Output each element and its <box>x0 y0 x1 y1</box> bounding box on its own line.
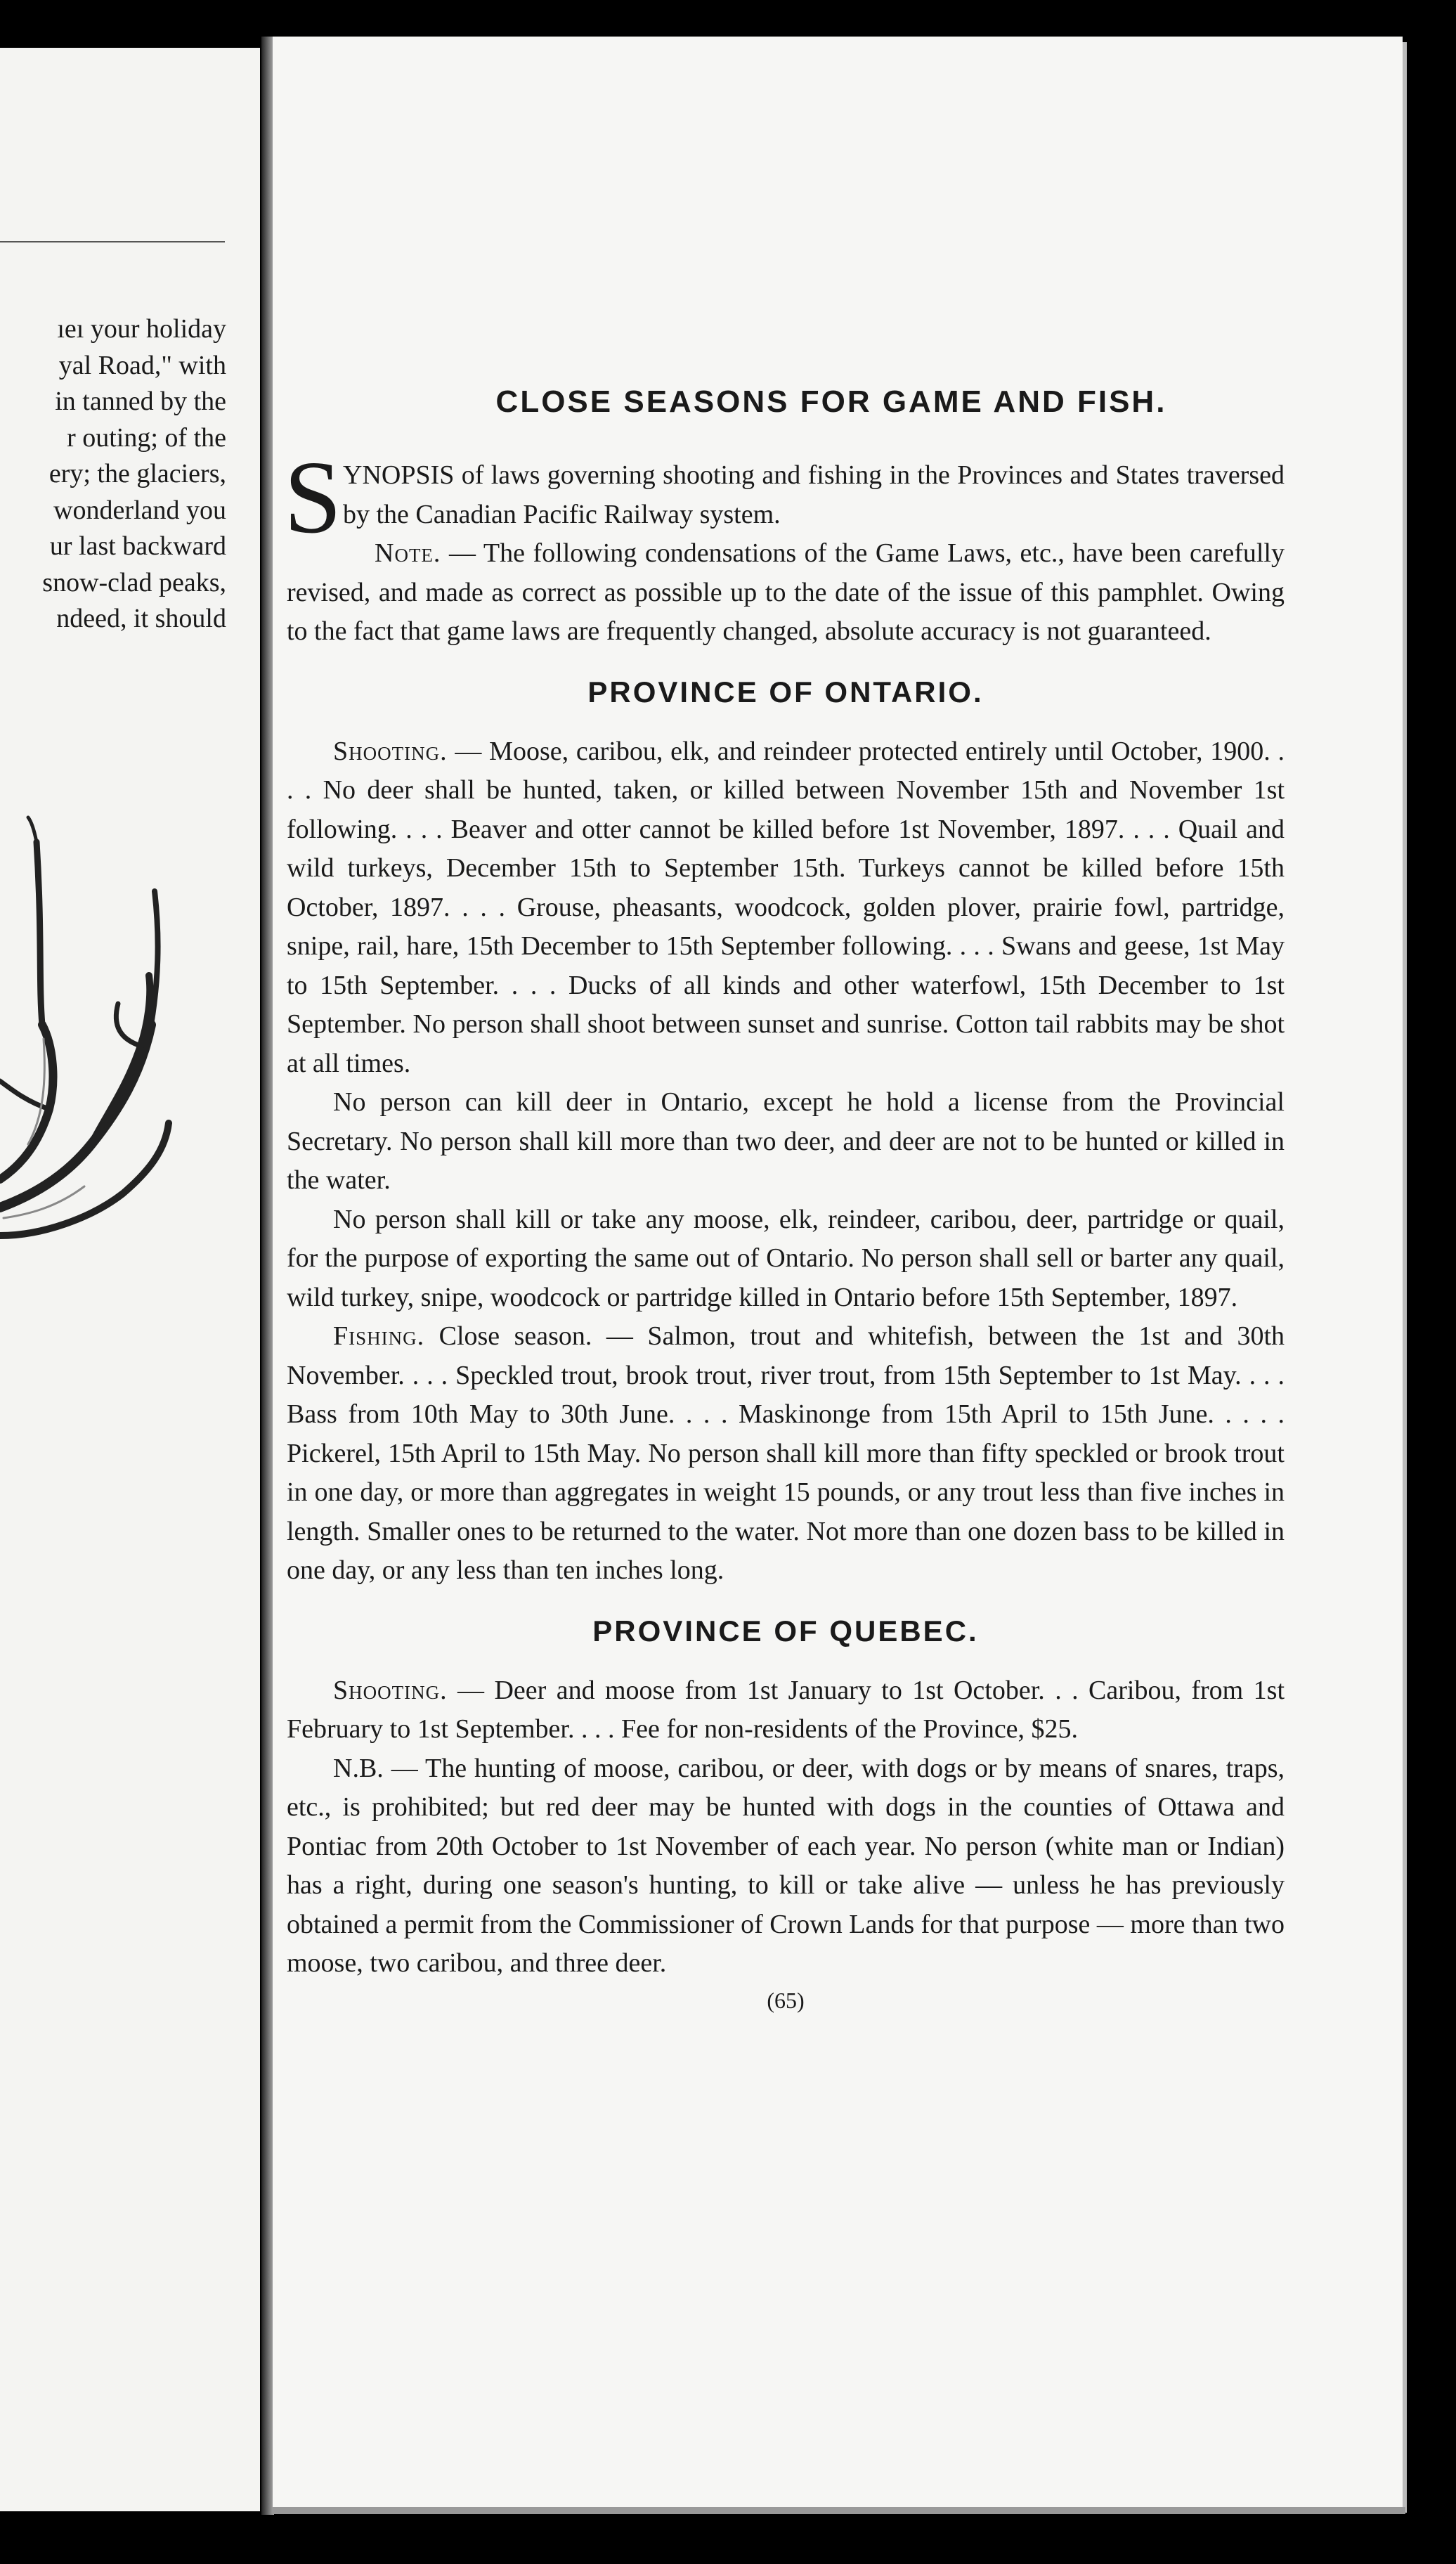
left-page <box>0 48 260 2511</box>
quebec-shooting-paragraph <box>287 1671 1285 1749</box>
ontario-fishing-paragraph <box>287 1317 1285 1591</box>
fishing-label: Fishing. <box>333 1321 425 1351</box>
note-text: — The following condensations of the Game Laws, etc., have been carefully revised, and made as correct as possible up to the date of the issue of this pamphlet. Owing to the fact that game laws are frequently changed, absolute accuracy is not guaranteed. <box>287 538 1285 646</box>
left-line: ndeed, it should <box>56 604 226 633</box>
ontario-export-paragraph: No person shall kill or take any moose, elk, reindeer, caribou, deer, partridge or quail, for the purpose of exporting the same out of Ontario. No person shall sell or barter any quail, wild turkey, snipe, woodcock or partridge killed in Ontario before 15th September, 1897. <box>287 1204 1285 1312</box>
left-page-text <box>0 311 226 637</box>
ontario-heading: PROVINCE OF ONTARIO. <box>587 675 984 708</box>
document-title: CLOSE SEASONS FOR GAME AND FISH. <box>495 384 1167 419</box>
page-content <box>284 384 1285 2014</box>
left-line: yal Road," with <box>58 350 226 380</box>
left-line: snow-clad peaks, <box>42 567 226 597</box>
right-page <box>273 37 1403 2507</box>
ontario-shooting-text: — Moose, caribou, elk, and reindeer protected entirely until October, 1900. . . . No deer shall be hunted, taken, or killed between November 15th and November 1st following. . . . Beaver and otter cannot be killed before 1st November, 1897. . . . Quail and wild turkeys, December 15th to September 15th. Turkeys cannot be killed before 15th October, 1897. . . . Grouse, pheasants, woodcock, golden plover, prairie fowl, partridge, snipe, rail, hare, 15th December to 15th September following. . . . Swans and geese, 1st May to 15th September. . . . Ducks of all kinds and other waterfowl, 15th December to 1st September. No person shall shoot between sunset and sunrise. Cotton tail rabbits may be shot at all times. <box>287 736 1285 1078</box>
left-page-rule <box>0 241 225 242</box>
left-line: ıeı your holiday <box>57 314 226 344</box>
shooting-label: Shooting. <box>333 1675 448 1705</box>
ontario-fishing-text: Close season. — Salmon, trout and whitefish, between the 1st and 30th November. . . . Speckled trout, brook trout, river trout, from 15th September to 1st May. . . . Bass from 10th May to 30th June. . . . Maskinonge from 15th April to 15th June. . . . . Pickerel, 15th April to 15th May. No person shall kill more than fifty speckled or brook trout in one day, or more than aggregates in weight 15 pounds, or any trout less than five inches in length. Smaller ones to be returned to the water. Not more than one dozen bass to be killed in one day, or any less than ten inches long. <box>287 1321 1285 1585</box>
page-bottom-edge <box>273 2507 1405 2514</box>
ontario-license-paragraph: No person can kill deer in Ontario, except he hold a license from the Provincial Secretary. No person shall kill more than two deer, and deer are not to be hunted or killed in the water. <box>287 1087 1285 1195</box>
left-line: r outing; of the <box>67 422 226 453</box>
quebec-nb-paragraph: N.B. — The hunting of moose, caribou, or deer, with dogs or by means of snares, traps, etc., is prohibited; but red deer may be hunted with dogs in the counties of Ottawa and Pontiac from 20th October to 1st November of each year. No person (white man or Indian) has a right, during one season's hunting, to kill or take alive — unless he has previously obtained a permit from the Commissioner of Crown Lands for that purpose — more than two moose, two caribou, and three deer. <box>287 1753 1285 1978</box>
drop-cap: S <box>284 440 342 555</box>
quebec-heading: PROVINCE OF QUEBEC. <box>592 1614 979 1647</box>
left-line: wonderland you <box>53 495 226 525</box>
ontario-shooting-paragraph <box>287 732 1285 1084</box>
shooting-label: Shooting. <box>333 736 448 766</box>
quebec-shooting-text: — Deer and moose from 1st January to 1st October. . . Caribou, from 1st February to 1st September. . . . Fee for non-residents of the Province, $25. <box>287 1675 1285 1744</box>
intro-text: YNOPSIS of laws governing shooting and fishing in the Provinces and States traversed by the Canadian Pacific Railway system. <box>343 460 1285 529</box>
antler-illustration <box>0 814 183 1264</box>
left-line: ery; the glaciers, <box>48 459 226 488</box>
left-line: ur last backward <box>49 531 226 561</box>
left-line: in tanned by the <box>55 387 226 416</box>
note-label: Note. <box>375 538 441 568</box>
page-number: (65) <box>767 1987 805 2013</box>
note-paragraph <box>287 534 1285 652</box>
